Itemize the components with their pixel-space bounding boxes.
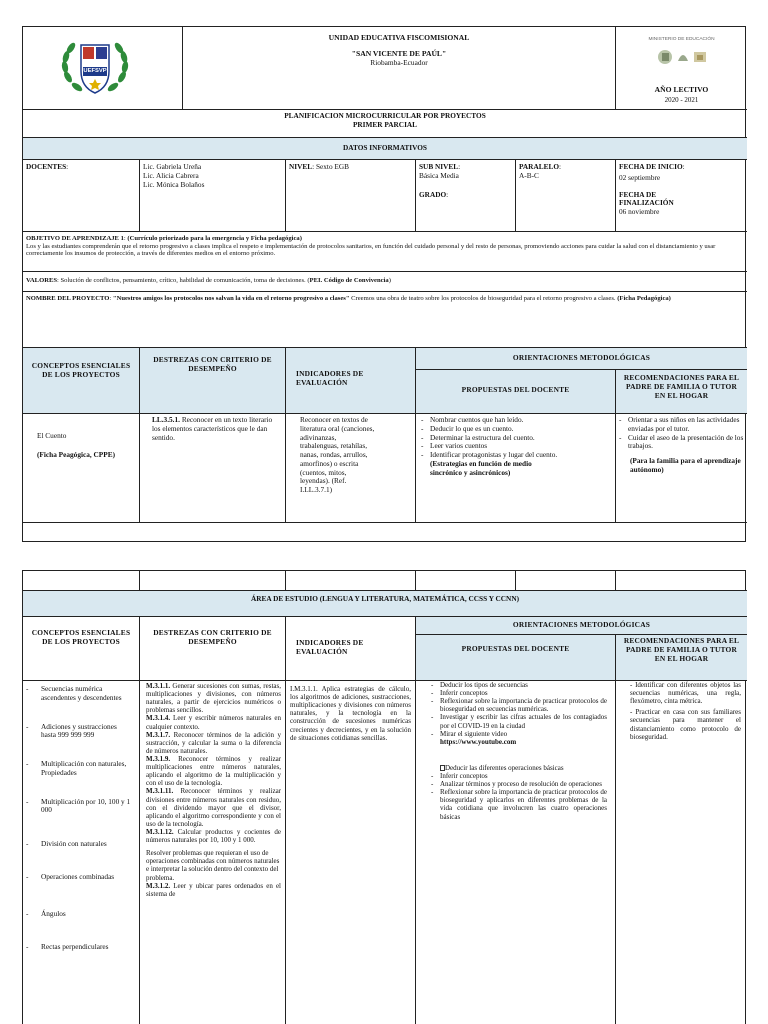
ministry-label: MINISTERIO DE EDUCACIÓN bbox=[648, 37, 715, 42]
paralelo-value: A-B-C bbox=[519, 170, 539, 180]
school-location: Riobamba-Ecuador bbox=[370, 58, 428, 68]
col-conceptos-header: CONCEPTOS ESENCIALES DE LOS PROYECTOS bbox=[23, 348, 140, 414]
row1-indicador-cell: Reconocer en textos de literatura oral (canciones, adivinanzas, trabalenguas, retahílas, nanas, rondas, arrullos, amorfinos) o escrita (cuentos, mitos, leyendas). (Ref. I.LL.3.7.1) bbox=[286, 414, 416, 523]
row2-indicador-cell: I.M.3.1.1. Aplica estrategias de cálculo, los algoritmos de adiciones, sustracciones, multiplicaciones y divisiones con números naturales, y la tecnología en la construcción de sucesiones numéricas crecientes y decrecientes, y en la solución de situaciones cotidianas sencillas. bbox=[286, 681, 416, 1024]
ministry-logo bbox=[656, 47, 710, 70]
list-item: - Deducir lo que es un cuento. bbox=[420, 425, 565, 434]
list-item: - Deducir los tipos de secuencias bbox=[430, 681, 607, 689]
school-name: UNIDAD EDUCATIVA FISCOMISIONAL bbox=[328, 33, 470, 42]
list-item: - Determinar la estructura del cuento. bbox=[420, 434, 565, 443]
row1-destreza-text: Reconocer en un texto literario los elementos característicos que le dan sentido. bbox=[152, 415, 273, 442]
destreza-item: M.3.1.1. Generar sucesiones con sumas, restas, multiplicaciones y divisiones, con números naturales, a partir de ejercicios numéricos o problemas sencillos. bbox=[146, 682, 281, 715]
row1-concepto: El Cuento bbox=[37, 431, 67, 440]
valores-row: VALORES: Solución de conflictos, pensamiento, crítico, habilidad de comunicación, toma de decisiones. (PEI. Código de Convivencia) bbox=[23, 272, 747, 292]
datos-row bbox=[23, 160, 747, 232]
paralelo-label: PARALELO bbox=[519, 162, 560, 171]
col-propuestas-header: PROPUESTAS DEL DOCENTE bbox=[416, 370, 616, 414]
area-title: ÁREA DE ESTUDIO (LENGUA Y LITERATURA, MATEMÁTICA, CCSS Y CCNN) bbox=[23, 591, 747, 617]
nivel-cell: NIVEL: Sexto EGB bbox=[286, 160, 416, 232]
empty-cell bbox=[516, 571, 616, 591]
list-item: - Inferir conceptos bbox=[430, 689, 607, 697]
proyecto-text: Creemos una obra de teatro sobre los protocolos de bioseguridad para el retorno progresivo a clases. bbox=[351, 295, 616, 302]
row1-propuestas-cell bbox=[416, 414, 616, 523]
row1-destreza-cell bbox=[140, 414, 286, 523]
list-item: - Reflexionar sobre la importancia de practicar protocolos de bioseguridad y aplicarlos en diferentes problemas de la vida cotidiana que involucren las cuatro operaciones básicas bbox=[430, 788, 607, 820]
list-item: - Cuidar el aseo de la presentación de los trabajos. bbox=[618, 434, 744, 452]
year-label: AÑO LECTIVO bbox=[654, 85, 709, 94]
empty-cell bbox=[616, 571, 747, 591]
list-item: - Inferir conceptos bbox=[430, 772, 607, 780]
docentes-list bbox=[140, 160, 286, 232]
objetivo-sub: (Currículo priorizado para la emergencia y Ficha pedagógica) bbox=[127, 235, 302, 242]
row2-conceptos-list bbox=[25, 685, 133, 952]
row1-propuestas-bold: (Estrategias en función de medio sincrónico y asincrónicos) bbox=[430, 458, 532, 477]
school-subtitle: "SAN VICENTE DE PAÚL" bbox=[351, 49, 447, 59]
list-item: - División con naturales bbox=[25, 840, 133, 849]
ministry-cell bbox=[616, 27, 747, 110]
empty-cell bbox=[140, 571, 286, 591]
valores-pei: PEI. Código de Convivencia bbox=[309, 277, 389, 284]
orientaciones-header: ORIENTACIONES METODOLÓGICAS bbox=[416, 617, 747, 635]
list-item: - Orientar a sus niños en las actividades enviadas por el tutor. bbox=[618, 416, 744, 434]
section-datos-informativos: DATOS INFORMATIVOS bbox=[23, 138, 747, 160]
proyecto-ficha: (Ficha Pedagógica) bbox=[617, 295, 671, 302]
row2-destrezas-cell bbox=[140, 681, 286, 1024]
proyecto-name: "Nuestros amigos los protocolos nos salvan la vida en el retorno progresivo a clases" bbox=[112, 295, 350, 302]
row2-propuestas-list-b bbox=[430, 772, 607, 821]
col-recomendaciones-header: RECOMENDACIONES PARA EL PADRE DE FAMILIA O TUTOR EN EL HOGAR bbox=[616, 370, 747, 414]
fecha-fin-value: 06 noviembre bbox=[619, 207, 660, 216]
grado-label: GRADO bbox=[419, 189, 447, 199]
subnivel-cell: SUB NIVEL: Básica Media GRADO: bbox=[416, 160, 516, 232]
col-conceptos-header: CONCEPTOS ESENCIALES DE LOS PROYECTOS bbox=[23, 617, 140, 681]
proyecto-row: NOMBRE DEL PROYECTO: "Nuestros amigos los protocolos nos salvan la vida en el retorno progresivo a clases" Creemos una obra de teatro sobre los protocolos de bioseguridad para el retorno progresivo a clases. (Ficha Pedagógica) bbox=[23, 292, 747, 348]
list-item: - Reflexionar sobre la importancia de practicar protocolos de bioseguridad en secuencias numéricas. bbox=[430, 697, 607, 713]
col-destrezas-header: DESTREZAS CON CRITERIO DE DESEMPEÑO bbox=[140, 348, 286, 414]
plan-title-line2: PRIMER PARCIAL bbox=[352, 119, 418, 129]
col-recomendaciones-header: RECOMENDACIONES PARA EL PADRE DE FAMILIA O TUTOR EN EL HOGAR bbox=[616, 635, 747, 681]
empty-cell bbox=[416, 571, 516, 591]
row2-recomendaciones-cell bbox=[616, 681, 747, 1024]
destreza-item: Resolver problemas que requieran el uso de operaciones combinadas con números naturales e interpretar la solución dentro del contexto del problema. bbox=[146, 849, 280, 882]
docentes-label: DOCENTES bbox=[26, 162, 67, 171]
fechas-cell: FECHA DE INICIO: 02 septiembre FECHA DE FINALIZACIÓN 06 noviembre bbox=[616, 160, 747, 232]
nivel-label: NIVEL bbox=[289, 162, 313, 171]
school-logo bbox=[59, 31, 131, 103]
list-item: - Nombrar cuentos que han leído. bbox=[420, 416, 565, 425]
col-indicadores-header: INDICADORES DE EVALUACIÓN bbox=[286, 348, 416, 414]
col-destrezas-header: DESTREZAS CON CRITERIO DE DESEMPEÑO bbox=[140, 617, 286, 681]
orientaciones-header: ORIENTACIONES METODOLÓGICAS bbox=[416, 348, 747, 370]
ministry-emblem-icon bbox=[656, 47, 710, 67]
logo-text: UEFSVP bbox=[83, 68, 107, 74]
year-value: 2020 - 2021 bbox=[664, 96, 699, 104]
plan-table-1 bbox=[23, 348, 747, 523]
destreza-item: M.3.1.4. Leer y escribir números naturales en cualquier contexto. bbox=[146, 714, 281, 731]
list-item: - Multiplicación con naturales, Propiedades bbox=[25, 760, 133, 778]
list-item: - Practicar en casa con sus familiares secuencias para mantener el distanciamiento como protocolo de bioseguridad. bbox=[630, 708, 741, 741]
row1-destreza-code: LL.3.5.1. bbox=[152, 415, 180, 424]
col-indicadores-header: INDICADORES DE EVALUACIÓN bbox=[286, 617, 416, 681]
video-link[interactable]: https://www.youtube.com bbox=[440, 737, 517, 746]
table2-body bbox=[23, 681, 747, 1024]
row1-recomendaciones-cell bbox=[616, 414, 747, 523]
objetivo-text: Los y las estudiantes comprenderán que el retorno progresivo a clases implica el respeto e implementación de protocolos sanitarios, en función del cuidado personal y del resto de personas, promoviendo acciones para cuidar la salud con el distanciamiento y usar correctamente los insumos de protección, a través de diferentes medios en el entorno próximo. bbox=[26, 242, 716, 258]
list-item: - Ángulos bbox=[25, 910, 133, 919]
school-logo-cell bbox=[23, 27, 183, 110]
row1-concepto-ficha: (Ficha Peagógica, CPPE) bbox=[37, 449, 116, 459]
col-propuestas-header: PROPUESTAS DEL DOCENTE bbox=[416, 635, 616, 681]
empty-cell bbox=[23, 571, 140, 591]
list-item: - Adiciones y sustracciones hasta 999 999 999 bbox=[25, 723, 133, 741]
list-item: - Analizar términos y proceso de resolución de operaciones bbox=[430, 780, 607, 788]
row1-recomendaciones-bold: (Para la familia para el aprendizaje autónomo) bbox=[630, 456, 741, 474]
list-item: - Identificar con diferentes objetos las secuencias numéricas, una regla, flexómetro, cinta métrica. bbox=[630, 681, 741, 706]
list-item: - Mirar el siguiente video https://www.youtube.com bbox=[430, 730, 607, 746]
objetivo-label: OBJETIVO DE APRENDIZAJE 1 bbox=[26, 235, 124, 242]
docente-3: Lic. Mónica Bolaños bbox=[143, 179, 205, 189]
planning-page-1 bbox=[22, 26, 746, 542]
row2-conceptos-cell bbox=[23, 681, 140, 1024]
subnivel-value: Básica Media bbox=[419, 170, 459, 180]
planning-page-2 bbox=[22, 570, 746, 1024]
list-item: - Investigar y escribir las cifras actuales de los contagiados por el COVID-19 en la ciudad bbox=[430, 713, 607, 729]
list-item: - Secuencias numérica ascendentes y descendentes bbox=[25, 685, 133, 703]
list-item: - Rectas perpendiculares bbox=[25, 943, 133, 952]
destreza-item: M.3.1.12. Calcular productos y cocientes de números naturales por 10, 100 y 1 000. bbox=[146, 827, 281, 845]
plan-title-line1: PLANIFICACION MICROCURRICULAR POR PROYECTOS bbox=[284, 111, 486, 120]
plan-title bbox=[23, 110, 747, 138]
destreza-item: M.3.1.7. Reconocer términos de la adición y sustracción, y calcular la suma o la diferencia de números naturales. bbox=[146, 730, 282, 755]
objetivo-row: OBJETIVO DE APRENDIZAJE 1: (Currículo priorizado para la emergencia y Ficha pedagógica) Los y las estudiantes comprenderán que el retorno progresivo a clases implica el respeto e implementación de protocolos sanitarios, en función del cuidado personal y del resto de personas, promoviendo acciones para cuidar la salud con el distanciamiento y usar correctamente los insumos de protección, a través de diferentes medios en el entorno próximo. bbox=[23, 232, 747, 272]
row1-propuestas-list bbox=[420, 416, 565, 477]
fecha-fin-label: FECHA DE FINALIZACIÓN bbox=[619, 189, 674, 208]
fecha-inicio-value: 02 septiembre bbox=[619, 172, 661, 182]
fecha-inicio-label: FECHA DE INICIO bbox=[619, 162, 683, 171]
destreza-item: M.3.1.11. Reconocer términos y realizar divisiones entre números naturales con residuo, con el dividendo mayor que el divisor, aplicando el algoritmo correspondiente y con el uso de la tecnología. bbox=[146, 787, 282, 828]
docente-2: Lic. Alicia Cabrera bbox=[143, 170, 199, 180]
destreza-item: M.3.1.2. Leer y ubicar pares ordenados en el sistema de bbox=[146, 881, 281, 898]
docentes-label-cell: DOCENTES: bbox=[23, 160, 140, 232]
laurel-emblem-icon bbox=[59, 31, 131, 103]
valores-text: Solución de conflictos, pensamiento, crítico, habilidad de comunicación, toma de decisiones. ( bbox=[60, 277, 310, 284]
valores-label: VALORES bbox=[26, 277, 58, 284]
list-item: - Leer varios cuentos bbox=[420, 442, 565, 451]
school-info-cell bbox=[183, 27, 616, 110]
proyecto-label: NOMBRE DEL PROYECTO bbox=[26, 295, 110, 302]
empty-cell bbox=[286, 571, 416, 591]
row1-concepto-cell bbox=[23, 414, 140, 523]
row2-propuestas-list-a bbox=[430, 681, 607, 746]
subnivel-label: SUB NIVEL bbox=[419, 162, 459, 171]
valores-close: ) bbox=[388, 277, 391, 284]
docente-1: Lic. Gabriela Ureña bbox=[143, 162, 202, 171]
table2-header bbox=[23, 617, 747, 681]
propuestas-b-first: Deducir las diferentes operaciones básicas bbox=[430, 764, 607, 772]
destreza-item: M.3.1.9. Reconocer términos y realizar multiplicaciones entre números naturales, aplicando el algoritmo de la multiplicación y con el uso de la tecnología. bbox=[146, 754, 282, 788]
paralelo-cell: PARALELO: A-B-C bbox=[516, 160, 616, 232]
list-item: - Multiplicación por 10, 100 y 1 000 bbox=[25, 798, 133, 816]
list-item: - Operaciones combinadas bbox=[25, 873, 133, 882]
row2-propuestas-cell bbox=[416, 681, 616, 1024]
nivel-value: Sexto EGB bbox=[315, 162, 350, 171]
list-item: - Identificar protagonistas y lugar del cuento. (Estrategias en función de medio sincrónico y asincrónicos) bbox=[420, 451, 565, 477]
